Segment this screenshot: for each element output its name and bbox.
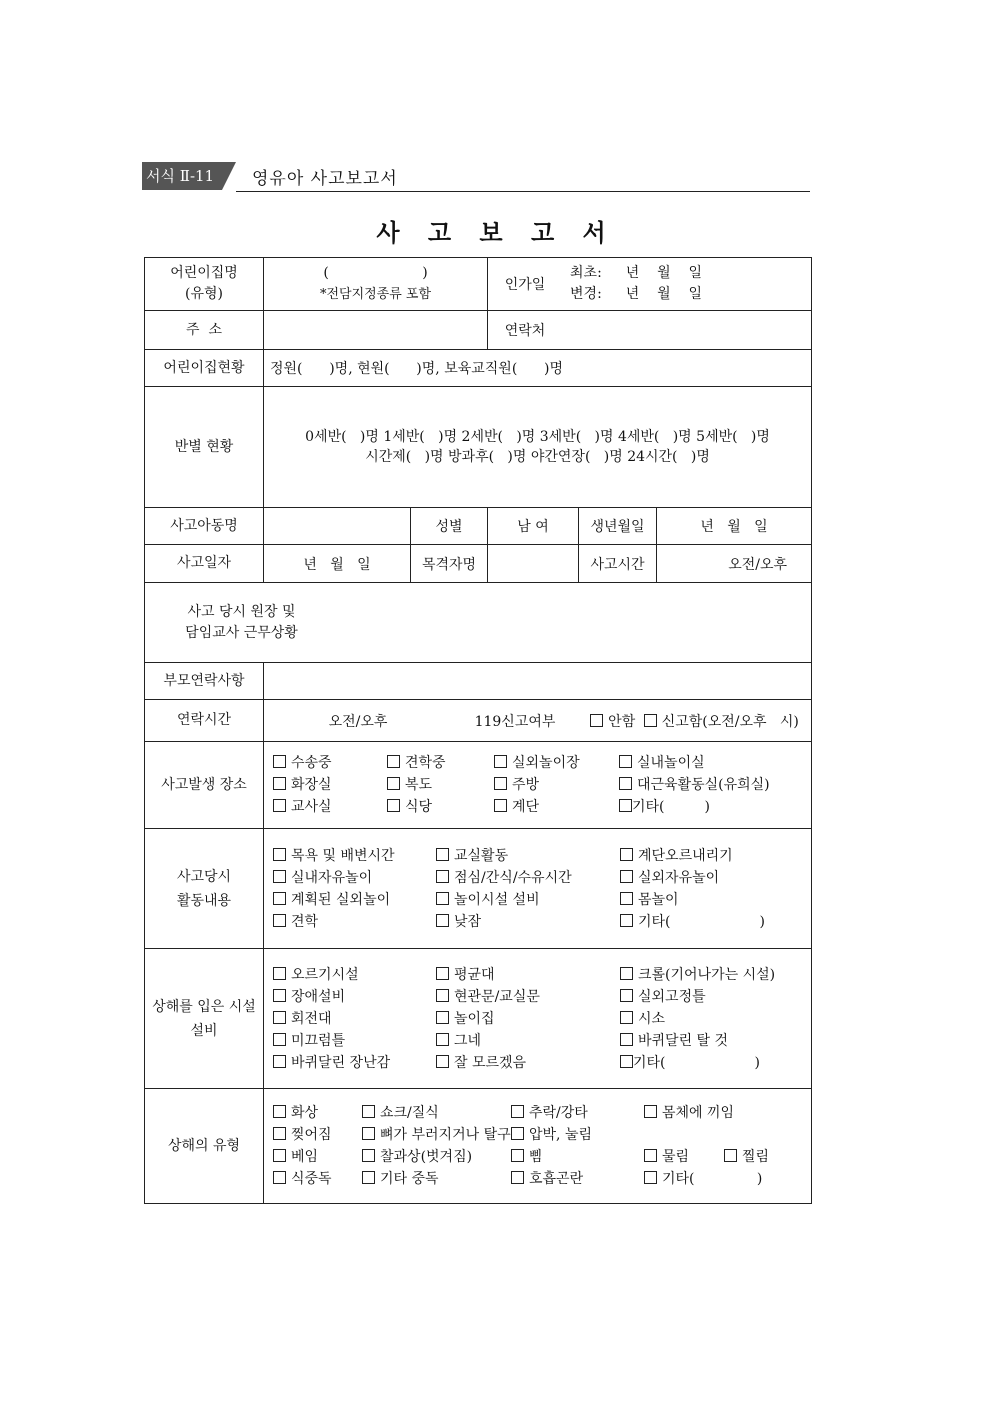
- injury-option[interactable]: 뼈가 부러지거나 탈구: [362, 1125, 511, 1145]
- parent-contact-label: 부모연락사항: [145, 663, 264, 700]
- activity-option[interactable]: 실내자유놀이: [273, 868, 436, 888]
- staff-status-field[interactable]: [338, 583, 811, 662]
- contact-time-label: 연락시간: [145, 700, 264, 742]
- facility-option[interactable]: 회전대: [273, 1009, 436, 1029]
- contact-time-cell: [264, 700, 812, 742]
- activity-option[interactable]: 계단오르내리기: [620, 846, 805, 866]
- injury-option[interactable]: 화상: [273, 1103, 362, 1123]
- sex-label: 성별: [411, 508, 488, 545]
- place-option[interactable]: 주방: [494, 775, 619, 795]
- facility-option[interactable]: 크롤(기어나가는 시설): [620, 965, 805, 985]
- form-number: 서식 Ⅱ-11: [142, 162, 222, 190]
- staff-status-label: 사고 당시 원장 및 담임교사 근무상황: [185, 603, 298, 641]
- injury-type-label: 상해의 유형: [145, 1089, 264, 1204]
- staff-cell: [145, 583, 812, 663]
- accident-time-field[interactable]: 오전/오후: [657, 545, 812, 583]
- facility-option[interactable]: 시소: [620, 1009, 805, 1029]
- facility-option[interactable]: 놀이집: [436, 1009, 620, 1029]
- place-option[interactable]: 실내놀이실: [619, 753, 805, 773]
- accident-time-label: 사고시간: [579, 545, 657, 583]
- place-label: 사고발생 장소: [145, 742, 264, 829]
- center-status-label: 어린이집현황: [145, 350, 264, 387]
- contact-cell: [488, 311, 812, 350]
- place-options: [264, 742, 812, 829]
- address-label: 주 소: [145, 311, 264, 350]
- facility-option[interactable]: 미끄럼틀: [273, 1031, 436, 1051]
- class-status-field[interactable]: 0세반( )명 1세반( )명 2세반( )명 3세반( )명 4세반( )명 5세반( )명 시간제( )명 방과후( )명 야간연장( )명 24시간( )명: [264, 387, 812, 508]
- activity-option-other[interactable]: 기타( ): [620, 912, 805, 932]
- facility-option[interactable]: 잘 모르겠음: [436, 1053, 620, 1073]
- place-option[interactable]: 계단: [494, 797, 619, 817]
- report-119-label: 119신고여부: [474, 713, 556, 730]
- facility-option[interactable]: 실외고정틀: [620, 987, 805, 1007]
- activity-option[interactable]: 놀이시설 설비: [436, 890, 620, 910]
- center-name-field[interactable]: ( ) *전담지정종류 포함: [264, 258, 488, 311]
- injury-option-other[interactable]: 기타( ): [644, 1169, 805, 1189]
- approval-date-field[interactable]: 최초: 년 월 일 변경: 년 월 일: [570, 265, 702, 302]
- birth-label: 생년월일: [579, 508, 657, 545]
- contact-label: 연락처: [504, 323, 546, 339]
- sex-field[interactable]: 남 여: [488, 508, 579, 545]
- contact-field[interactable]: [562, 311, 811, 349]
- contact-time-field[interactable]: 오전/오후: [328, 713, 388, 730]
- activity-option[interactable]: 견학: [273, 912, 436, 932]
- center-name-label: 어린이집명 (유형): [145, 258, 264, 311]
- address-field[interactable]: [264, 311, 488, 350]
- place-option-other[interactable]: 기타( ): [619, 797, 805, 817]
- activity-options: [264, 829, 812, 949]
- approval-cell: [488, 258, 812, 311]
- facility-option[interactable]: 바퀴달린 장난감: [273, 1053, 436, 1073]
- accident-date-field[interactable]: 년 월 일: [264, 545, 411, 583]
- facility-label: 상해를 입은 시설 설비: [145, 949, 264, 1089]
- facility-options: [264, 949, 812, 1089]
- place-option[interactable]: 식당: [387, 797, 494, 817]
- facility-option[interactable]: 그네: [436, 1031, 620, 1051]
- activity-label: 사고당시 활동내용: [145, 829, 264, 949]
- injury-option[interactable]: 찰과상(벗겨짐): [362, 1147, 511, 1167]
- place-option[interactable]: 대근육활동실(유희실): [619, 775, 805, 795]
- activity-option[interactable]: 계획된 실외놀이: [273, 890, 436, 910]
- child-name-label: 사고아동명: [145, 508, 264, 545]
- witness-label: 목격자명: [411, 545, 488, 583]
- accident-date-label: 사고일자: [145, 545, 264, 583]
- header-underline: [236, 191, 810, 192]
- facility-option[interactable]: 현관문/교실문: [436, 987, 620, 1007]
- accident-report-table: [144, 257, 812, 1204]
- place-option[interactable]: 복도: [387, 775, 494, 795]
- injury-option[interactable]: 압박, 눌림: [511, 1125, 805, 1145]
- activity-option[interactable]: 낮잠: [436, 912, 620, 932]
- form-name: 영유아 사고보고서: [252, 169, 398, 189]
- facility-option-other[interactable]: 기타( ): [620, 1053, 805, 1073]
- center-status-field[interactable]: 정원( )명, 현원( )명, 보육교직원( )명: [264, 350, 812, 387]
- activity-option[interactable]: 실외자유놀이: [620, 868, 805, 888]
- center-type-note: *전담지정종류 포함: [319, 287, 432, 302]
- not-reported-checkbox[interactable]: [590, 714, 603, 727]
- injury-option[interactable]: 쇼크/질식: [362, 1103, 511, 1123]
- facility-option[interactable]: 평균대: [436, 965, 620, 985]
- facility-option[interactable]: 오르기시설: [273, 965, 436, 985]
- facility-option[interactable]: 장애설비: [273, 987, 436, 1007]
- injury-option[interactable]: 삠: [511, 1147, 644, 1167]
- injury-option[interactable]: 몸체에 끼임: [644, 1103, 805, 1123]
- place-option[interactable]: 수송중: [273, 753, 387, 773]
- place-option[interactable]: 교사실: [273, 797, 387, 817]
- place-option[interactable]: 화장실: [273, 775, 387, 795]
- activity-option[interactable]: 몸놀이: [620, 890, 805, 910]
- place-option[interactable]: 견학중: [387, 753, 494, 773]
- parent-contact-field[interactable]: [264, 663, 812, 700]
- activity-option[interactable]: 목욕 및 배변시간: [273, 846, 436, 866]
- place-option[interactable]: 실외놀이장: [494, 753, 619, 773]
- witness-field[interactable]: [488, 545, 579, 583]
- facility-option[interactable]: 바퀴달린 탈 것: [620, 1031, 805, 1051]
- injury-option[interactable]: 베임: [273, 1147, 362, 1167]
- injury-option[interactable]: 식중독: [273, 1169, 362, 1189]
- class-status-label: 반별 현황: [145, 387, 264, 508]
- activity-option[interactable]: 점심/간식/수유시간: [436, 868, 620, 888]
- page-title: 사 고 보 고 서: [376, 219, 616, 247]
- injury-type-options: [264, 1089, 812, 1204]
- approval-date-label: 인가일: [504, 277, 546, 293]
- child-name-field[interactable]: [264, 508, 411, 545]
- header-notch: [222, 162, 236, 190]
- injury-option[interactable]: 물림: [644, 1147, 724, 1167]
- injury-option[interactable]: 찔림: [724, 1147, 805, 1167]
- injury-option[interactable]: 추락/강타: [511, 1103, 644, 1123]
- injury-option[interactable]: 호흡곤란: [511, 1169, 644, 1189]
- reported-checkbox[interactable]: [644, 714, 657, 727]
- report-119-field: 안함 신고함(오전/오후 시): [578, 700, 811, 741]
- injury-option[interactable]: 찢어짐: [273, 1125, 362, 1145]
- activity-option[interactable]: 교실활동: [436, 846, 620, 866]
- injury-option[interactable]: 기타 중독: [362, 1169, 511, 1189]
- form-header: [142, 162, 810, 192]
- birth-field[interactable]: 년 월 일: [657, 508, 812, 545]
